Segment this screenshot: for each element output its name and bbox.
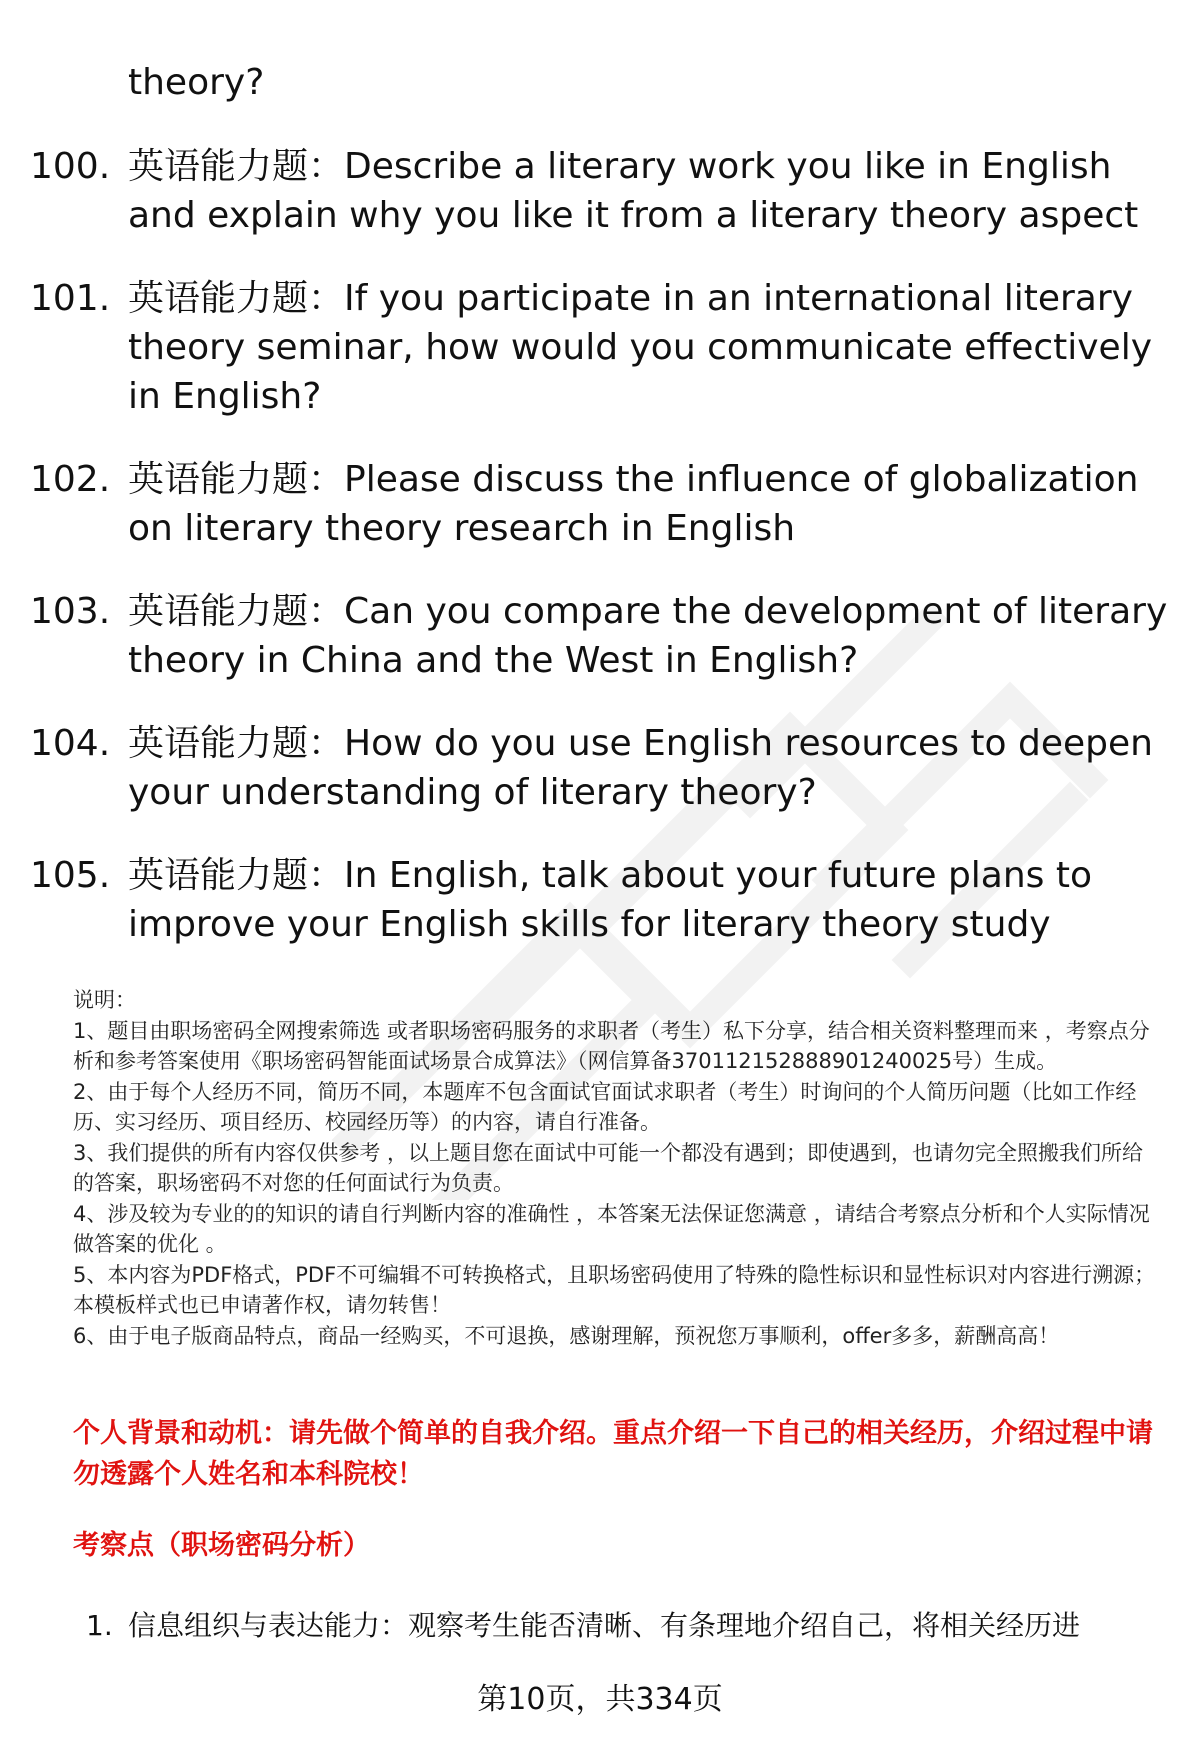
question-text: 英语能力题：How do you use English resources to deepen your understanding of literary theory? xyxy=(128,723,1153,813)
question-number: 103. xyxy=(30,591,111,632)
question-item xyxy=(30,719,1170,817)
question-text: 英语能力题：Please discuss the influence of globalization on literary theory research in English xyxy=(128,459,1139,549)
question-number: 102. xyxy=(30,459,111,500)
question-number: 105. xyxy=(30,855,111,896)
question-text: 英语能力题：Can you compare the development of literary theory in China and the West in English? xyxy=(128,591,1168,681)
notes-item: 4、涉及较为专业的的知识的请自行判断内容的准确性 ，本答案无法保证您满意 ，请结合考察点分析和个人实际情况做答案的优化 。 xyxy=(73,1201,1150,1256)
notes-item: 3、我们提供的所有内容仅供参考 ，以上题目您在面试中可能一个都没有遇到；即使遇到，也请勿完全照搬我们所给的答案，职场密码不对您的任何面试行为负责。 xyxy=(73,1140,1144,1195)
question-text: 英语能力题：In English, talk about your future plans to improve your English skills for literary theory study xyxy=(128,855,1093,945)
question-item xyxy=(30,851,1170,949)
notes-item: 6、由于电子版商品特点，商品一经购买，不可退换，感谢理解，预祝您万事顺利，offer多多，薪酬高高！ xyxy=(73,1323,1060,1348)
question-item xyxy=(30,142,1170,240)
question-item xyxy=(30,587,1170,685)
question-number: 104. xyxy=(30,723,111,764)
page-footer: 第10页，共334页 xyxy=(477,1682,723,1717)
analysis-point-number: 1. xyxy=(86,1609,113,1642)
question-item xyxy=(30,455,1170,553)
question-continuation: theory? xyxy=(128,62,265,103)
notes-item: 2、由于每个人经历不同，简历不同，本题库不包含面试官面试求职者（考生）时询问的个人简历问题（比如工作经历、实习经历、项目经历、校园经历等）的内容，请自行准备。 xyxy=(73,1079,1137,1134)
question-number: 101. xyxy=(30,278,111,319)
question-text: 英语能力题：Describe a literary work you like in English and explain why you like it from a literary theory aspect xyxy=(128,146,1139,236)
section-question: 个人背景和动机：请先做个简单的自我介绍。重点介绍一下自己的相关经历，介绍过程中请勿透露个人姓名和本科院校！ xyxy=(73,1418,1153,1490)
analysis-point-text: 信息组织与表达能力：观察考生能否清晰、有条理地介绍自己，将相关经历进 xyxy=(128,1609,1081,1642)
question-item xyxy=(30,274,1170,421)
notes-heading: 说明： xyxy=(73,988,136,1012)
question-number: 100. xyxy=(30,146,111,187)
notes-item: 5、本内容为PDF格式，PDF不可编辑不可转换格式，且职场密码使用了特殊的隐性标识和显性标识对内容进行溯源；本模板样式也已申请著作权，请勿转售！ xyxy=(73,1262,1156,1317)
disclaimer-notes xyxy=(73,985,1163,1351)
notes-item: 1、题目由职场密码全网搜索筛选 或者职场密码服务的求职者（考生）私下分享，结合相关资料整理而来 ，考察点分析和参考答案使用《职场密码智能面试场景合成算法》（网信算备370112152888901240025号）生成。 xyxy=(73,1018,1150,1073)
question-text: 英语能力题：If you participate in an international literary theory seminar, how would you communicate effectively in English? xyxy=(128,278,1153,417)
analysis-point xyxy=(86,1606,1080,1646)
analysis-heading: 考察点（职场密码分析） xyxy=(73,1530,370,1561)
